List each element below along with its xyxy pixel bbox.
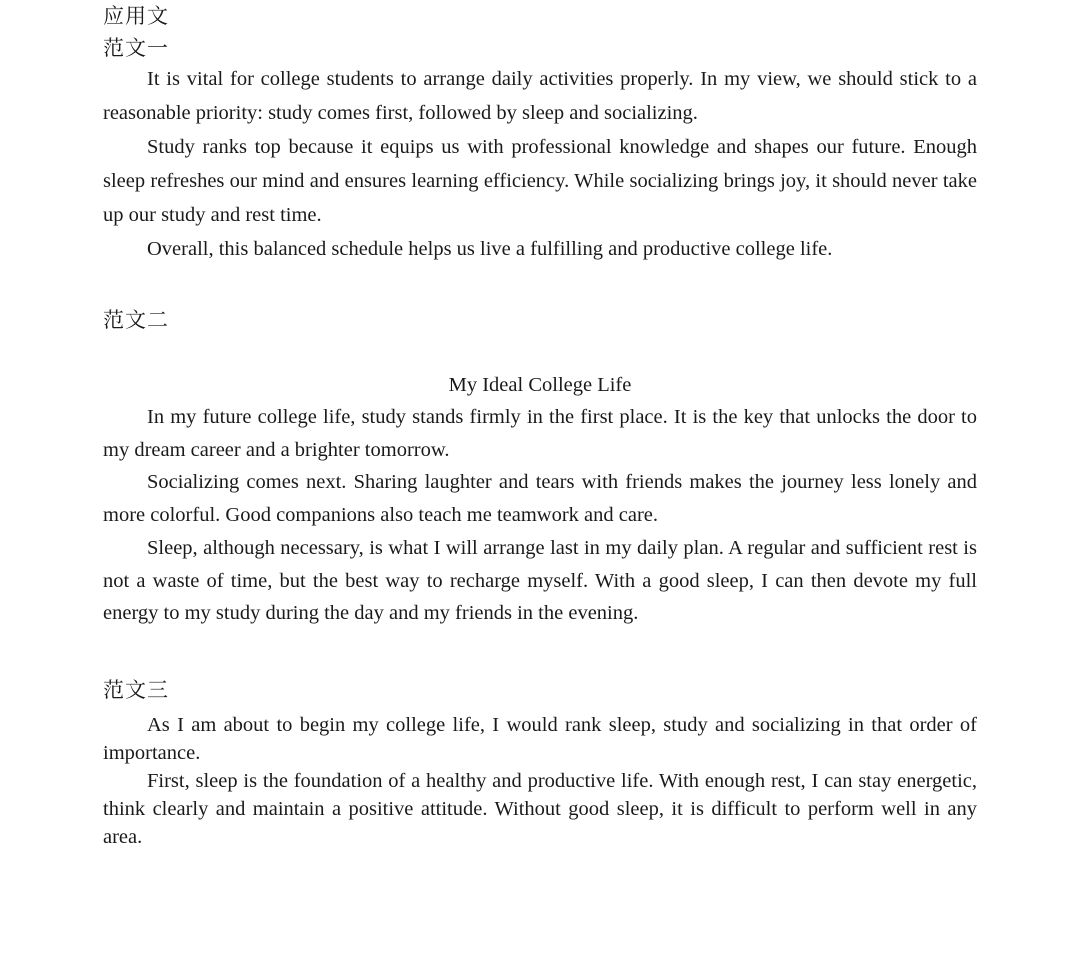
essay-3-paragraph-2: First, sleep is the foundation of a healthy and productive life. With enough rest, I can stay energetic, think clearly and maintain a positive attitude. Without good sleep, it is difficult to perform well in any area. — [103, 770, 977, 848]
essay-3-paragraph-1: As I am about to begin my college life, I would rank sleep, study and socializing in that order of importance. — [103, 714, 977, 764]
essay-1-paragraph-1: It is vital for college students to arrange daily activities properly. In my view, we should stick to a reasonable priority: study comes first, followed by sleep and socializing. — [103, 68, 977, 124]
section-label: 应用文 — [103, 4, 169, 28]
essay-2-paragraph-1: In my future college life, study stands firmly in the first place. It is the key that unlocks the door to my dream career and a brighter tomorrow. — [103, 406, 977, 461]
essay-1-paragraph-2: Study ranks top because it equips us with professional knowledge and shapes our future. Enough sleep refreshes our mind and ensures learning efficiency. While socializing brings joy, it should never take up our study and rest time. — [103, 136, 977, 226]
essay-2-paragraph-2: Socializing comes next. Sharing laughter and tears with friends makes the journey less lonely and more colorful. Good companions also teach me teamwork and care. — [103, 471, 977, 527]
essay-2-paragraph-3: Sleep, although necessary, is what I will arrange last in my daily plan. A regular and sufficient rest is not a waste of time, but the best way to recharge myself. With a good sleep, I can then devote my full energy to my study during the day and my friends in the evening. — [103, 536, 977, 625]
essay-3-label: 范文三 — [103, 678, 169, 702]
essay-3-body — [103, 711, 977, 851]
essay-2-title: My Ideal College Life — [448, 374, 632, 396]
essay-2-label: 范文二 — [103, 308, 169, 332]
essay-1-label: 范文一 — [103, 36, 169, 60]
essay-2-body — [103, 369, 977, 630]
essay-1-body — [103, 62, 977, 266]
essay-1-paragraph-3: Overall, this balanced schedule helps us live a fulfilling and productive college life. — [147, 238, 833, 260]
